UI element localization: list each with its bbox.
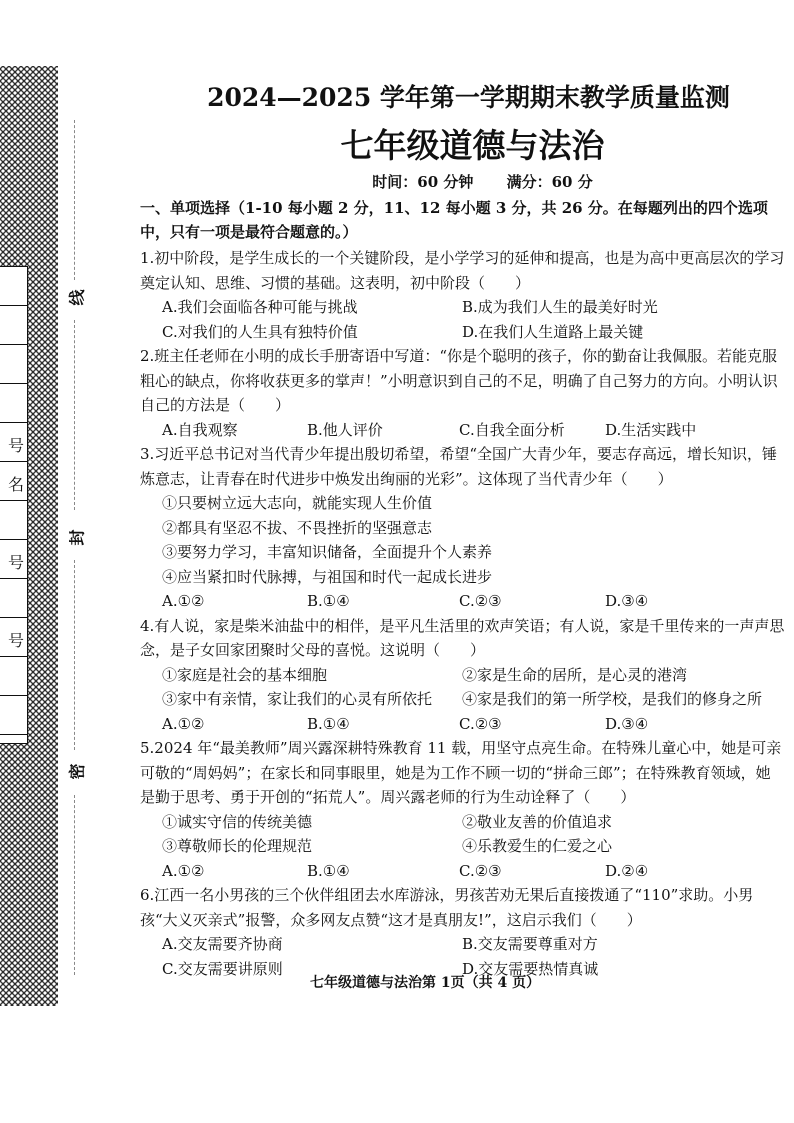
exam-meta (140, 171, 785, 192)
info-row (0, 267, 27, 306)
option-c: C.交友需要讲原则 (162, 959, 283, 978)
option-a: A.①② (162, 592, 205, 610)
options (140, 418, 785, 443)
info-row: 名 (0, 462, 27, 501)
option-d: D.③④ (605, 592, 649, 610)
option-a: A.我们会面临各种可能与挑战 (162, 298, 358, 316)
question-4 (140, 614, 785, 737)
option-b: B.①④ (307, 714, 350, 733)
option-d: D.在我们人生道路上最关键 (462, 322, 644, 341)
options (140, 859, 785, 884)
option-c: C.②③ (459, 592, 502, 610)
option-b: B.①④ (307, 861, 350, 880)
question-5 (140, 736, 785, 883)
option-a: A.自我观察 (162, 420, 238, 439)
question-2 (140, 344, 785, 442)
seal-char-line: 线 (67, 289, 87, 306)
option-a: A.①② (162, 714, 205, 733)
options (140, 295, 785, 344)
info-row: 号 (0, 618, 27, 657)
option-d: D.②④ (605, 861, 649, 880)
seal-dashed-line (74, 795, 76, 975)
info-row (0, 384, 27, 423)
exam-time: 时间：60 分钟 (372, 173, 474, 191)
statement-3: ③家中有亲情，家让我们的心灵有所依托 (162, 690, 433, 708)
statement-2: ②都具有坚忍不拔、不畏挫折的坚强意志 (162, 518, 433, 537)
option-c: C.对我们的人生具有独特价值 (162, 322, 358, 341)
statement-2: ②敬业友善的价值追求 (462, 812, 613, 831)
statement-3: ③要努力学习，丰富知识储备，全面提升个人素养 (162, 543, 493, 561)
question-6 (140, 883, 785, 981)
page-footer: 七年级道德与法治第 1页（共 4 页） (310, 975, 541, 991)
info-row (0, 657, 27, 696)
question-3 (140, 442, 785, 614)
statement-3: ③尊敬师长的伦理规范 (162, 837, 313, 855)
option-a: A.①② (162, 861, 205, 880)
question-stem: 2.班主任老师在小明的成长手册寄语中写道：“你是个聪明的孩子，你的勤奋让我佩服。若能克服粗心的缺点，你将收获更多的掌声！”小明意识到自己的不足，明确了自己努力的方向。小明认识自己的方法是（ ） (140, 347, 778, 414)
info-row (0, 306, 27, 345)
option-c: C.自我全面分析 (459, 420, 565, 439)
option-b: B.交友需要尊重对方 (462, 935, 598, 953)
info-row (0, 501, 27, 540)
statements (140, 810, 785, 859)
info-row (0, 579, 27, 618)
info-row: 号 (0, 423, 27, 462)
option-d: D.③④ (605, 714, 649, 733)
option-d: D.交友需要热情真诚 (462, 959, 599, 978)
student-info-box (0, 266, 28, 744)
question-1 (140, 246, 785, 344)
option-b: B.成为我们人生的最美好时光 (462, 298, 658, 316)
question-stem: 4.有人说，家是柴米油盐中的相伴，是平凡生活里的欢声笑语；有人说，家是千里传来的一声声思念，是子女回家团聚时父母的喜悦。这说明（ ） (140, 616, 785, 659)
option-a: A.交友需要齐协商 (162, 935, 283, 953)
info-row (0, 345, 27, 384)
question-stem: 1.初中阶段，是学生成长的一个关键阶段，是小学学习的延伸和提高，也是为高中更高层次的学习奠定认知、思维、习惯的基础。这表明，初中阶段（ ） (140, 249, 785, 292)
question-stem: 3.习近平总书记对当代青少年提出殷切希望，希望“全国广大青少年，要志存高远，增长知识，锤炼意志，让青春在时代进步中焕发出绚丽的光彩”。这体现了当代青少年（ ） (140, 445, 777, 488)
statement-2: ②家是生命的居所，是心灵的港湾 (462, 665, 688, 684)
statement-1: ①家庭是社会的基本细胞 (162, 665, 328, 684)
section-heading: 一、单项选择（1-10 每小题 2 分，11、12 每小题 3 分，共 26 分。在每题列出的四个选项中，只有一项是最符合题意的。） (140, 199, 768, 241)
statement-1: ①诚实守信的传统美德 (162, 812, 313, 831)
statement-1: ①只要树立远大志向，就能实现人生价值 (162, 494, 433, 512)
statement-4: ④应当紧扣时代脉搏，与祖国和时代一起成长进步 (162, 567, 493, 586)
question-stem: 6.江西一名小男孩的三个伙伴组团去水库游泳，男孩苦劝无果后直接拨通了“110”求助。小男孩“大义灭亲式”报警，众多网友点赞“这才是真朋友!”，这启示我们（ ） (140, 886, 754, 929)
statement-4: ④家是我们的第一所学校，是我们的修身之所 (462, 690, 763, 708)
exam-subject: 七年级道德与法治 (340, 126, 605, 165)
info-row (0, 696, 27, 735)
option-c: C.②③ (459, 714, 502, 733)
binding-margin (0, 66, 58, 1006)
exam-score: 满分：60 分 (506, 173, 593, 191)
option-b: B.他人评价 (307, 420, 383, 439)
statement-4: ④乐教爱生的仁爱之心 (462, 837, 613, 855)
exam-title: 2024—2025 学年第一学期期末教学质量监测 (207, 83, 730, 112)
info-row: 号 (0, 540, 27, 579)
statements (140, 491, 785, 589)
option-b: B.①④ (307, 592, 350, 610)
options (140, 589, 785, 614)
question-stem: 5.2024 年“最美教师”周兴露深耕特殊教育 11 载，用坚守点亮生命。在特殊儿童心中，她是可亲可敬的“周妈妈”；在家长和同事眼里，她是为工作不顾一切的“拼命三郎”；在特殊教育领域，她是勤于思考、勇于开创的“拓荒人”。周兴露老师的行为生动诠释了（ ） (140, 739, 782, 806)
seal-dashed-line (74, 320, 76, 510)
seal-char-secret: 密 (67, 763, 87, 780)
option-d: D.生活实践中 (605, 420, 697, 439)
option-c: C.②③ (459, 861, 502, 880)
exam-content (140, 78, 785, 981)
seal-char-seal: 封 (67, 529, 87, 546)
statements (140, 663, 785, 712)
seal-dashed-line (74, 120, 76, 280)
seal-dashed-line (74, 560, 76, 750)
options (140, 712, 785, 737)
